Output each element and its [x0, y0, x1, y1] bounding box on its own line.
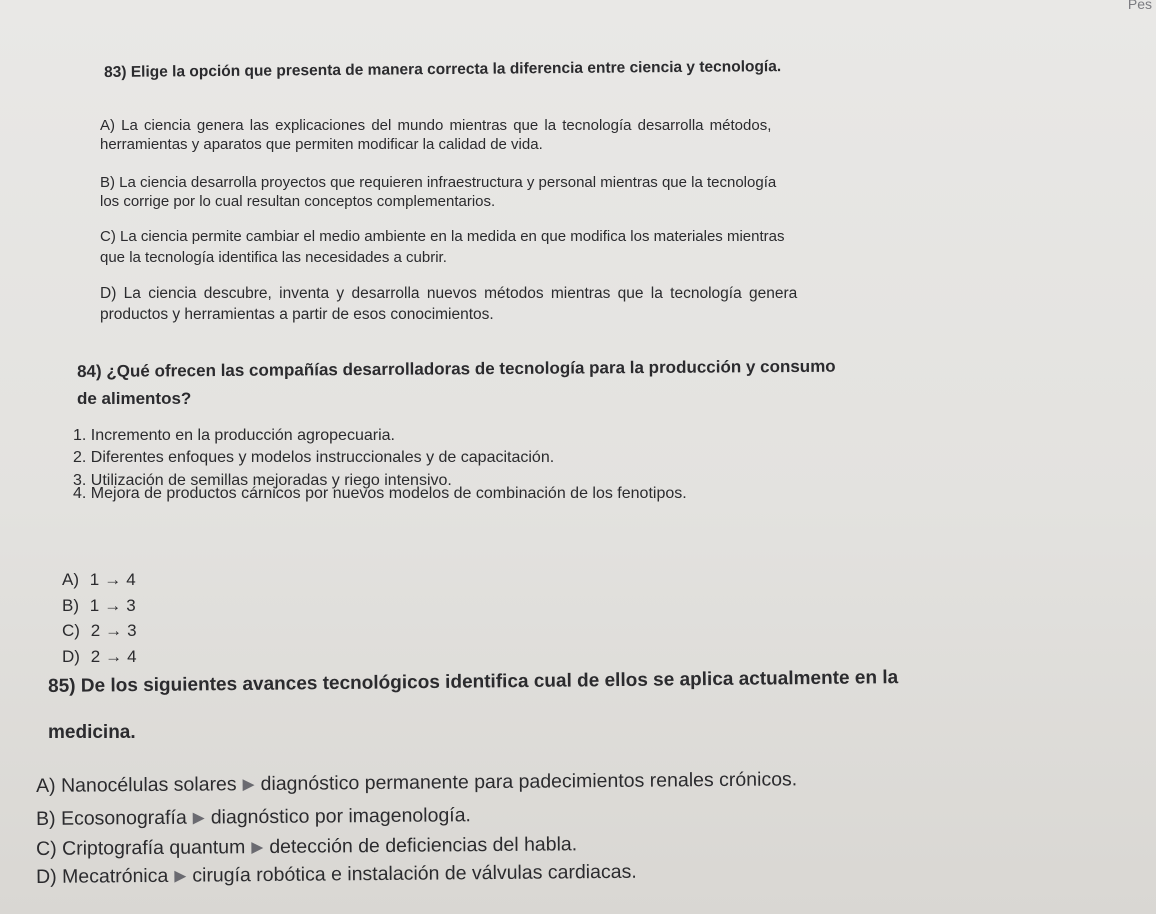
q84-option-b-from: 1: [89, 596, 100, 615]
q85-option-c-term: C) Criptografía quantum: [36, 836, 246, 860]
q85-option-b: [36, 804, 471, 831]
q85-option-a-term: A) Nanocélulas solares: [36, 773, 237, 797]
q85-option-b-desc: diagnóstico por imagenología.: [210, 804, 472, 829]
q84-option-c-from: 2: [90, 621, 101, 640]
q84-option-b: [62, 596, 136, 616]
q84-option-d-from: 2: [90, 647, 101, 666]
q84-option-c-to: 3: [127, 621, 137, 640]
question-85-line-1: 85) De los siguientes avances tecnológicos identifica cual de ellos se aplica actualmente en la: [48, 667, 899, 697]
q83-option-c-line-1: C) La ciencia permite cambiar el medio ambiente en la medida en que modifica los materiales mientras: [100, 228, 785, 245]
q83-option-b-line-1: B) La ciencia desarrolla proyectos que requieren infraestructura y personal mientras que la tecnología: [100, 174, 777, 191]
q84-option-b-letter: B): [62, 596, 79, 615]
triangle-right-icon: ▶: [251, 839, 264, 857]
q84-option-a-from: 1: [89, 570, 100, 589]
triangle-right-icon: ▶: [192, 809, 205, 827]
arrow-right-icon: →: [104, 596, 122, 615]
q85-option-a-desc: diagnóstico permanente para padecimientos renales crónicos.: [260, 768, 798, 796]
q84-option-a: [62, 570, 136, 590]
q84-option-d: [62, 647, 137, 667]
q84-option-c-letter: C): [62, 621, 80, 640]
q84-item-3: 3. Utilización de semillas mejoradas y riego intensivo.: [73, 472, 452, 489]
question-83: 83) Elige la opción que presenta de manera correcta la diferencia entre ciencia y tecnología.: [104, 58, 782, 81]
q84-option-d-letter: D): [62, 647, 80, 666]
q83-option-d-line-1: D) La ciencia descubre, inventa y desarrolla nuevos métodos mientras que la tecnología genera: [100, 285, 798, 302]
question-84-line-2: de alimentos?: [77, 389, 192, 408]
q84-option-a-letter: A): [62, 570, 79, 589]
triangle-right-icon: ▶: [242, 776, 255, 794]
triangle-right-icon: ▶: [174, 867, 187, 885]
q84-item-1: 1. Incremento en la producción agropecuaria.: [73, 427, 395, 444]
q83-option-d-line-2: productos y herramientas a partir de esos conocimientos.: [100, 306, 494, 323]
q85-option-c: [36, 833, 577, 861]
arrow-right-icon: →: [105, 621, 123, 640]
q85-option-d: [36, 861, 637, 889]
q85-option-c-desc: detección de deficiencias del habla.: [269, 833, 578, 858]
question-85-line-2: medicina.: [48, 722, 136, 743]
q85-option-a: [36, 768, 797, 798]
q83-option-a-line-1: A) La ciencia genera las explicaciones del mundo mientras que la tecnología desarrolla métodos,: [100, 117, 772, 134]
question-84-line-1: 84) ¿Qué ofrecen las compañías desarrolladoras de tecnología para la producción y consumo: [77, 356, 836, 381]
q85-option-b-term: B) Ecosonografía: [36, 806, 187, 830]
q84-option-a-to: 4: [126, 570, 136, 589]
q84-option-c: [62, 621, 137, 641]
arrow-right-icon: →: [105, 647, 123, 666]
corner-text: Pes: [1127, 0, 1152, 12]
q85-option-d-term: D) Mecatrónica: [36, 864, 169, 888]
arrow-right-icon: →: [104, 570, 122, 589]
q84-option-d-to: 4: [127, 647, 137, 666]
q84-option-b-to: 3: [126, 596, 136, 615]
q83-option-a-line-2: herramientas y aparatos que permiten modificar la calidad de vida.: [100, 136, 543, 153]
q83-option-c-line-2: que la tecnología identifica las necesidades a cubrir.: [100, 249, 447, 266]
q85-option-d-desc: cirugía robótica e instalación de válvulas cardiacas.: [192, 860, 637, 887]
q84-item-2: 2. Diferentes enfoques y modelos instruccionales y de capacitación.: [73, 449, 555, 466]
q84-item-4: 4. Mejora de productos cárnicos por nuevos modelos de combinación de los fenotipos.: [73, 485, 687, 502]
q83-option-b-line-2: los corrige por lo cual resultan conceptos complementarios.: [100, 193, 496, 210]
